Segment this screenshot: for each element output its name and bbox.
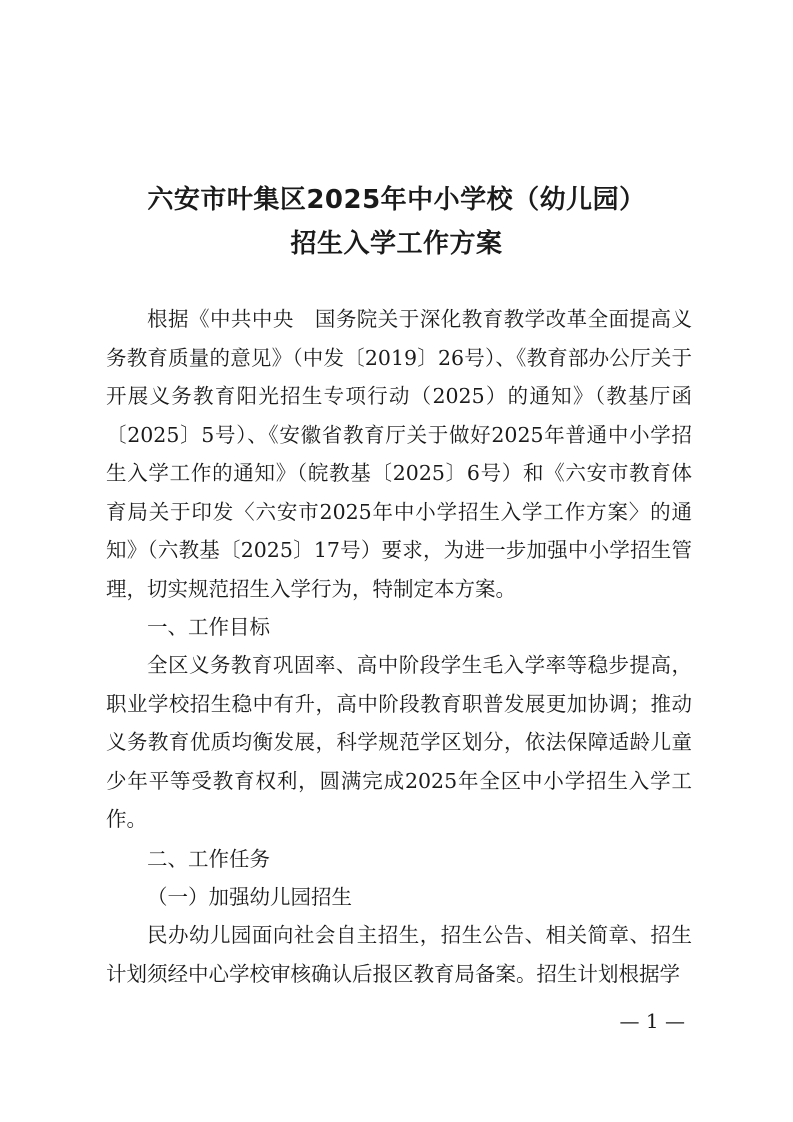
intro-paragraph: 根据《中共中央 国务院关于深化教育教学改革全面提高义务教育质量的意见》（中发〔2019〕26号）、《教育部办公厅关于开展义务教育阳光招生专项行动（2025）的通知》（教基厅函〔2025〕5号）、《安徽省教育厅关于做好2025年普通中小学招生入学工作的通知》（皖教基〔2025〕6号）和《六安市教育体育局关于印发〈六安市2025年中小学招生入学工作方案〉的通知》（六教基〔2025〕17号）要求，为进一步加强中小学招生管理，切实规范招生入学行为，特制定本方案。 bbox=[106, 307, 692, 601]
subsection-1-heading: （一）加强幼儿园招生 bbox=[147, 885, 352, 909]
section-1-paragraph: 全区义务教育巩固率、高中阶段学生毛入学率等稳步提高，职业学校招生稳中有升，高中阶段教育职普发展更加协调；推动义务教育优质均衡发展，科学规范学区划分，依法保障适龄儿童少年平等受教育权利，圆满完成2025年全区中小学招生入学工作。 bbox=[106, 653, 692, 831]
subsection-1-paragraph: 民办幼儿园面向社会自主招生，招生公告、相关简章、招生计划须经中心学校审核确认后报区教育局备案。招生计划根据学 bbox=[106, 923, 692, 986]
document-title-line-1: 六安市叶集区2025年中小学校（幼儿园） bbox=[147, 185, 646, 215]
section-1-heading: 一、工作目标 bbox=[147, 615, 270, 639]
section-2-heading: 二、工作任务 bbox=[147, 847, 270, 871]
document-title-line-2: 招生入学工作方案 bbox=[290, 229, 503, 259]
page-number: — 1 — bbox=[619, 1009, 685, 1033]
